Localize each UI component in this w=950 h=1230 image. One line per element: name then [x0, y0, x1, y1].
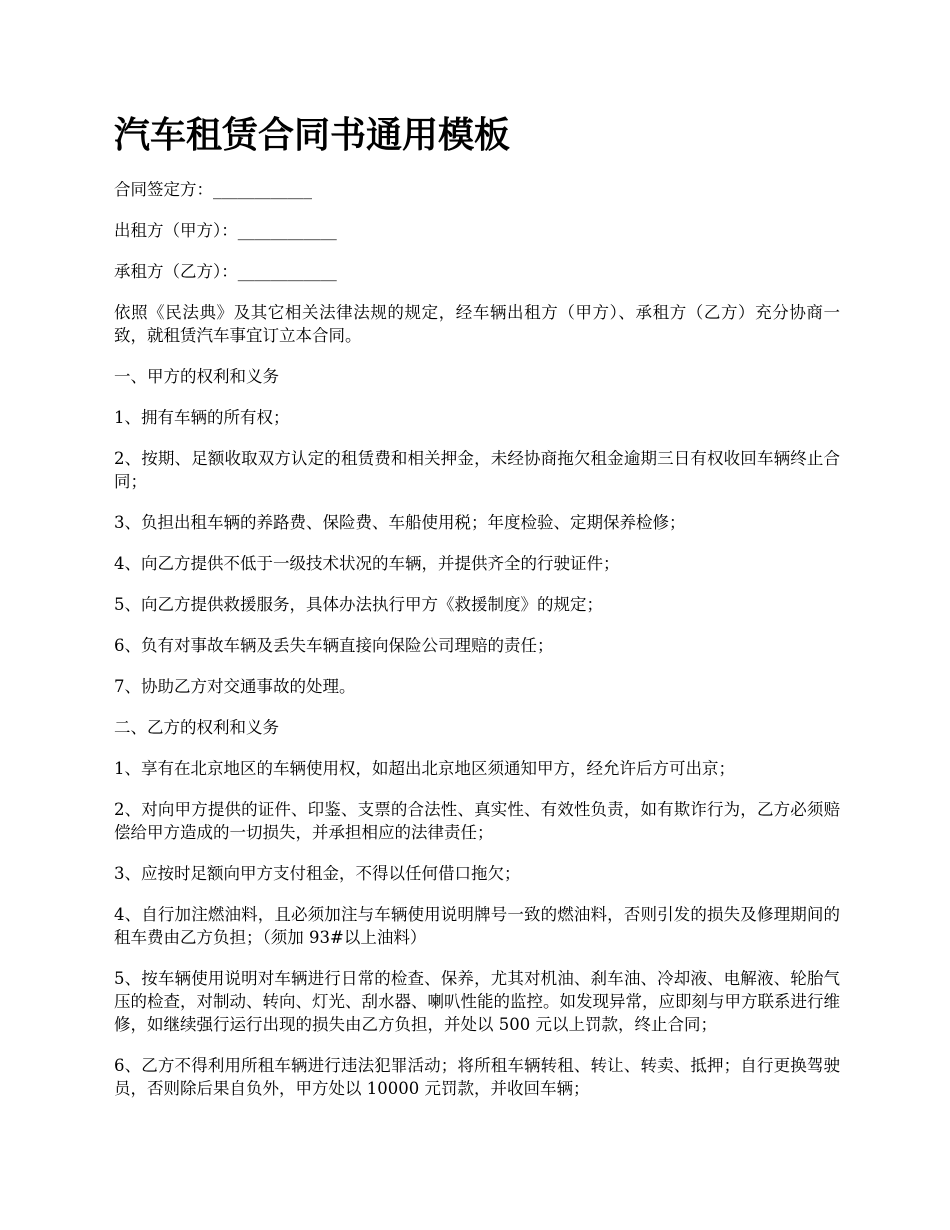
lessee-field [114, 260, 840, 283]
lessee-blank: ____________ [237, 262, 337, 281]
lessee-clause: 3、应按时足额向甲方支付租金，不得以任何借口拖欠； [114, 864, 521, 883]
lessor-blank: ____________ [237, 221, 337, 240]
lessee-clause: 1、享有在北京地区的车辆使用权，如超出北京地区须通知甲方，经允许后方可出京； [114, 759, 735, 778]
lessor-clause: 1、拥有车辆的所有权； [114, 408, 290, 427]
signing-party-field [114, 178, 840, 201]
section-heading-lessee: 二、乙方的权利和义务 [114, 718, 279, 737]
signing-party-label: 合同签定方： [114, 180, 213, 199]
signing-party-blank: ____________ [213, 180, 312, 199]
lessee-clause: 4、自行加注燃油料，且必须加注与车辆使用说明牌号一致的燃油料，否则引发的损失及修理期间的租车费由乙方负担；（须加 93#以上油料） [114, 905, 840, 947]
document-title: 汽车租赁合同书通用模板 [114, 115, 511, 156]
document-page [114, 112, 840, 1118]
lessee-label: 承租方（乙方）： [114, 262, 238, 281]
intro-paragraph: 依照《民法典》及其它相关法律法规的规定，经车辆出租方（甲方）、承租方（乙方）充分协商一致，就租赁汽车事宜订立本合同。 [114, 303, 840, 345]
lessee-clause: 5、按车辆使用说明对车辆进行日常的检查、保养，尤其对机油、刹车油、冷却液、电解液、轮胎气压的检查，对制动、转向、灯光、刮水器、喇叭性能的监控。如发现异常，应即刻与甲方联系进行维修，如继续强行运行出现的损失由乙方负担，并处以 500 元以上罚款，终止合同； [114, 969, 840, 1034]
lessee-clause: 2、对向甲方提供的证件、印鉴、支票的合法性、真实性、有效性负责，如有欺诈行为，乙方必须赔偿给甲方造成的一切损失，并承担相应的法律责任； [114, 800, 840, 842]
section-heading-lessor: 一、甲方的权利和义务 [114, 367, 279, 386]
lessor-clause: 7、协助乙方对交通事故的处理。 [114, 677, 356, 696]
lessor-clause: 3、负担出租车辆的养路费、保险费、车船使用税；年度检验、定期保养检修； [114, 513, 686, 532]
lessee-clause: 6、乙方不得利用所租车辆进行违法犯罪活动；将所租车辆转租、转让、转卖、抵押；自行更换驾驶员，否则除后果自负外，甲方处以 10000 元罚款，并收回车辆； [114, 1056, 840, 1098]
lessor-clause: 5、向乙方提供救援服务，具体办法执行甲方《救援制度》的规定； [114, 595, 603, 614]
lessor-clause: 4、向乙方提供不低于一级技术状况的车辆，并提供齐全的行驶证件； [114, 554, 620, 573]
lessor-clause: 2、按期、足额收取双方认定的租赁费和相关押金，未经协商拖欠租金逾期三日有权收回车辆终止合同； [114, 449, 840, 491]
lessor-field [114, 219, 840, 242]
lessor-clause: 6、负有对事故车辆及丢失车辆直接向保险公司理赔的责任； [114, 636, 554, 655]
lessor-label: 出租方（甲方）： [114, 221, 238, 240]
